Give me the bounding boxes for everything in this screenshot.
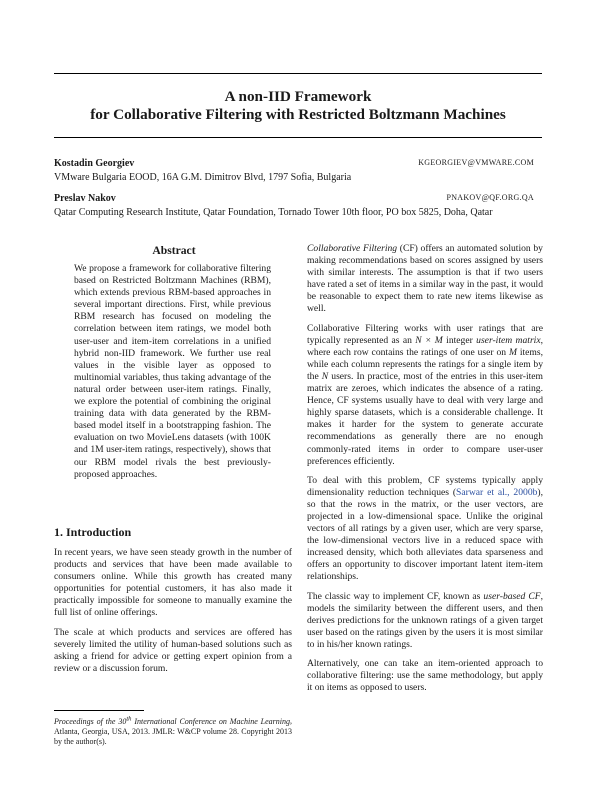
footnote-proc: Proceedings of the 30 xyxy=(54,716,127,726)
paragraph-text: , where each row contains the ratings of one user on xyxy=(307,334,544,358)
footnote-sup: th xyxy=(126,715,132,722)
paragraph-text: To deal with this problem, CF systems typically apply dimensionality reduction techniques ( xyxy=(307,474,543,498)
right-paragraph-1 xyxy=(307,243,543,316)
math-nxm: N × M xyxy=(415,334,443,346)
paragraph-text: (CF) offers an automated solution by making recommendations based on scores assigned by users with similar interests. The assumption is that if two users have rated a set of items in a similar way in the past, it would be reasonable to expect them to rate new items likewise as well. xyxy=(307,243,543,315)
top-rule xyxy=(54,73,542,74)
term-user-based-cf: user-based CF xyxy=(483,590,541,602)
right-paragraph-4 xyxy=(307,591,543,651)
paragraph-text: The classic way to implement CF, known as xyxy=(307,590,484,602)
right-column xyxy=(307,243,543,701)
paragraph-text: ), so that the rows in the matrix, or the user vectors, are projected in a low-dimensional space. Unlike the original vectors of all ratings by a given user, which are very sparse, the low-dimensional vectors live in a reduced space with increased density, which both alleviates data sparseness and offers an opportunity to discover important latent item-item relationships. xyxy=(307,486,544,583)
title-line-1: A non-IID Framework xyxy=(224,88,372,105)
section-heading: 1. Introduction xyxy=(54,525,132,539)
citation-link[interactable]: Sarwar et al., 2000b xyxy=(456,486,538,498)
footnote-rule xyxy=(54,710,144,711)
intro-paragraph-1: In recent years, we have seen steady growth in the number of products and services that have been made available to consumers online. While this growth has created many opportunities for potential customers, it has also made it practically impossible for someone to manually examine the full list of online offerings. xyxy=(54,547,292,619)
abstract-text: We propose a framework for collaborative filtering based on Restricted Boltzmann Machines (RBM), which extends previous RBM-based approaches in several important directions. First, while previous RBM research has focused on modeling the correlation between item ratings, we model both user-user and item-item correlations in a unified hybrid non-IID framework. We further use real values in the visible layer as opposed to multinomial variables, thus taking advantage of the natural order between user-item ratings. Finally, we explore the potential of combining the original training data with data generated by the RBM-based model itself in a bootstrapping fashion. The evaluation on two MovieLens datasets (with 100K and 1M user-item ratings, respectively), shows that our RBM model rivals the best previously-proposed approaches. xyxy=(74,263,271,480)
paragraph-text: , models the similarity between the different users, and then derives predictions for the unknown ratings of a given target user based on the ratings given by the users it is most similar to in his/her known ratings. xyxy=(307,590,543,650)
footnote-conf: International Conference on Machine Learning xyxy=(131,716,290,726)
footnote-rest: , Atlanta, Georgia, USA, 2013. JMLR: W&CP volume 28. Copyright 2013 by the author(s). xyxy=(54,716,292,746)
author-block-1 xyxy=(54,158,542,183)
author-affiliation: VMware Bulgaria EOOD, 16A G.M. Dimitrov Blvd, 1797 Sofia, Bulgaria xyxy=(54,172,352,183)
intro-section xyxy=(54,547,292,682)
author-block-2 xyxy=(54,193,542,218)
author-name: Kostadin Georgiev xyxy=(54,158,135,169)
term-cf: Collaborative Filtering xyxy=(307,243,398,254)
right-paragraph-3 xyxy=(307,475,543,584)
abstract-heading: Abstract xyxy=(152,244,196,257)
paragraph-text: items, while each column represents the ratings for a single item by the xyxy=(307,346,543,382)
math-m: M xyxy=(508,346,517,358)
paper-title xyxy=(54,88,542,124)
right-paragraph-2 xyxy=(307,323,543,468)
footnote xyxy=(54,714,292,747)
author-affiliation: Qatar Computing Research Institute, Qatar Foundation, Tornado Tower 10th floor, PO box 5825, Doha, Qatar xyxy=(54,207,493,218)
paragraph-text: users. In practice, most of the entries in this user-item matrix are zeroes, which indicates the absence of a rating. Hence, CF systems usually have to deal with very large and highly sparse datasets, which is a considerable challenge. It makes it harder for the system to generate accurate recommendations as generally there are no enough commonly-rated items in order to compare user-user preferences efficiently. xyxy=(307,370,543,467)
paragraph-text: integer xyxy=(442,334,477,346)
math-n: N xyxy=(321,370,329,382)
author-email[interactable]: KGEORGIEV@VMWARE.COM xyxy=(418,158,534,167)
intro-paragraph-2: The scale at which products and services are offered has severely limited the utility of human-based solutions such as asking a friend for advice or getting expert opinion from a review or a discussion forum. xyxy=(54,626,292,674)
right-paragraph-5: Alternatively, one can take an item-oriented approach to collaborative filtering: use the same methodology, but apply it on items as opposed to users. xyxy=(307,658,543,694)
author-email[interactable]: PNAKOV@QF.ORG.QA xyxy=(446,193,534,202)
paragraph-text: Collaborative Filtering works with user ratings that are typically represented as an xyxy=(307,322,543,346)
title-line-2: for Collaborative Filtering with Restricted Boltzmann Machines xyxy=(90,106,506,123)
title-bottom-rule xyxy=(54,137,542,138)
term-user-item-matrix: user-item matrix xyxy=(476,334,541,346)
author-name: Preslav Nakov xyxy=(54,193,116,204)
